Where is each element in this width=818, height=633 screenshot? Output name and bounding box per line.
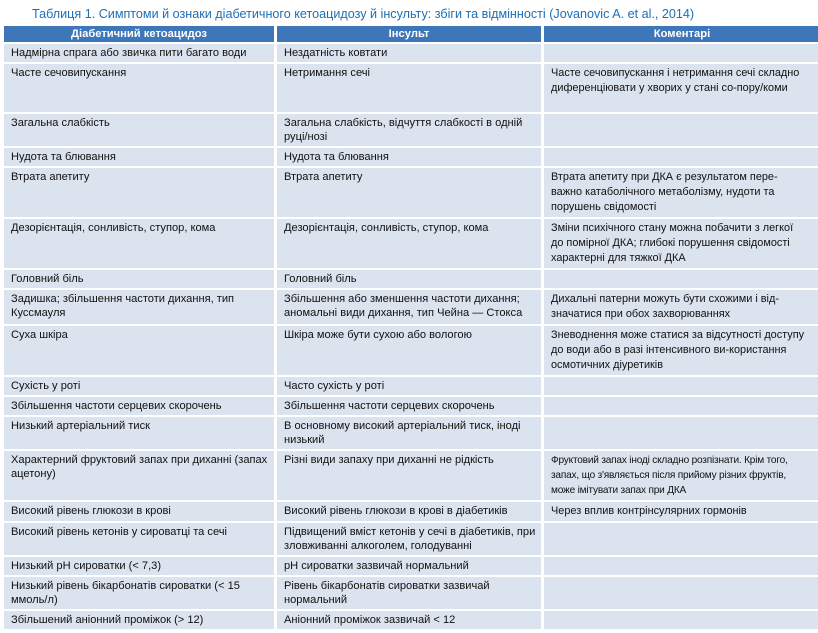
cell-dka: Низький рівень бікарбонатів сироватки (< 15 ммоль/л) bbox=[4, 577, 274, 609]
cell-dka: Високий рівень глюкози в крові bbox=[4, 502, 274, 521]
table-row bbox=[4, 64, 818, 112]
cell-dka: Низький артеріальний тиск bbox=[4, 417, 274, 449]
table-row bbox=[4, 577, 818, 609]
table-row bbox=[4, 270, 818, 288]
cell-dka: Високий рівень кетонів у сироватці та сечі bbox=[4, 523, 274, 555]
cell-comment: Фруктовий запах іноді складно розпізнати. Крім того, запах, що з'являється після прийому різних фруктів, може імітувати запах при ДКА bbox=[544, 451, 818, 500]
cell-comment: Часте сечовипускання і нетримання сечі складно диференціювати у хворих у стані со-пору/коми bbox=[544, 64, 818, 112]
cell-dka: Збільшення частоти серцевих скорочень bbox=[4, 397, 274, 415]
cell-stroke: Втрата апетиту bbox=[277, 168, 541, 217]
cell-comment: Зневоднення може статися за відсутності доступу до води або в разі інтенсивного ви-користання осмотичних діуретиків bbox=[544, 326, 818, 375]
cell-comment: Зміни психічного стану можна побачити з легкої до помірної ДКА; глибокі порушення свідомості характерні для тяжкої ДКА bbox=[544, 219, 818, 268]
cell-stroke: Збільшення частоти серцевих скорочень bbox=[277, 397, 541, 415]
cell-dka: Характерний фруктовий запах при диханні (запах ацетону) bbox=[4, 451, 274, 500]
cell-stroke: Нездатність ковтати bbox=[277, 44, 541, 62]
table-row bbox=[4, 219, 818, 268]
table-row bbox=[4, 44, 818, 62]
table-row bbox=[4, 397, 818, 415]
cell-stroke: Нетримання сечі bbox=[277, 64, 541, 112]
cell-stroke: Головний біль bbox=[277, 270, 541, 288]
table-row bbox=[4, 326, 818, 375]
cell-comment bbox=[544, 417, 818, 449]
table-row bbox=[4, 502, 818, 521]
cell-dka: Дезорієнтація, сонливість, ступор, кома bbox=[4, 219, 274, 268]
cell-stroke: Збільшення або зменшення частоти дихання; аномальні види дихання, тип Чейна — Стокса bbox=[277, 290, 541, 324]
cell-dka: Часте сечовипускання bbox=[4, 64, 274, 112]
cell-stroke: pH сироватки зазвичай нормальний bbox=[277, 557, 541, 575]
cell-dka: Суха шкіра bbox=[4, 326, 274, 375]
table-row bbox=[4, 451, 818, 500]
table-row bbox=[4, 523, 818, 555]
cell-comment: Втрата апетиту при ДКА є результатом пере-важно катаболічного метаболізму, нудоти та порушень свідомості bbox=[544, 168, 818, 217]
comparison-table bbox=[1, 24, 818, 631]
table-row bbox=[4, 148, 818, 166]
cell-stroke: Підвищений вміст кетонів у сечі в діабетиків, при зловживанні алкоголем, голодуванні bbox=[277, 523, 541, 555]
cell-stroke: Часто сухість у роті bbox=[277, 377, 541, 395]
table-row bbox=[4, 611, 818, 629]
cell-stroke: Аніонний проміжок зазвичай < 12 bbox=[277, 611, 541, 629]
cell-comment bbox=[544, 611, 818, 629]
cell-stroke: Шкіра може бути сухою або вологою bbox=[277, 326, 541, 375]
table-row bbox=[4, 168, 818, 217]
cell-dka: Загальна слабкість bbox=[4, 114, 274, 146]
cell-dka: Втрата апетиту bbox=[4, 168, 274, 217]
cell-comment bbox=[544, 397, 818, 415]
cell-comment bbox=[544, 270, 818, 288]
cell-stroke: Рівень бікарбонатів сироватки зазвичай нормальний bbox=[277, 577, 541, 609]
cell-stroke: Загальна слабкість, відчуття слабкості в одній руці/нозі bbox=[277, 114, 541, 146]
cell-dka: Надмірна спрага або звичка пити багато води bbox=[4, 44, 274, 62]
cell-comment bbox=[544, 577, 818, 609]
cell-comment bbox=[544, 377, 818, 395]
table-row bbox=[4, 290, 818, 324]
table-row bbox=[4, 557, 818, 575]
table-row bbox=[4, 377, 818, 395]
cell-stroke: Дезорієнтація, сонливість, ступор, кома bbox=[277, 219, 541, 268]
cell-stroke: Різні види запаху при диханні не рідкість bbox=[277, 451, 541, 500]
header-stroke: Інсульт bbox=[277, 26, 541, 42]
table-row bbox=[4, 114, 818, 146]
header-row bbox=[4, 26, 818, 42]
cell-comment: Через вплив контрінсулярних гормонів bbox=[544, 502, 818, 521]
table-title: Таблиця 1. Симптоми й ознаки діабетичного кетоацидозу й інсульту: збіги та відмінності (Jovanovic A. et al., 2014) bbox=[32, 7, 695, 21]
cell-stroke: Нудота та блювання bbox=[277, 148, 541, 166]
cell-comment bbox=[544, 557, 818, 575]
cell-comment bbox=[544, 523, 818, 555]
cell-stroke: В основному високий артеріальний тиск, іноді низький bbox=[277, 417, 541, 449]
cell-comment bbox=[544, 148, 818, 166]
header-dka: Діабетичний кетоацидоз bbox=[4, 26, 274, 42]
cell-dka: Нудота та блювання bbox=[4, 148, 274, 166]
cell-dka: Сухість у роті bbox=[4, 377, 274, 395]
table-row bbox=[4, 417, 818, 449]
cell-stroke: Високий рівень глюкози в крові в діабетиків bbox=[277, 502, 541, 521]
cell-dka: Збільшений аніонний проміжок (> 12) bbox=[4, 611, 274, 629]
cell-comment bbox=[544, 44, 818, 62]
cell-dka: Низький pH сироватки (< 7,3) bbox=[4, 557, 274, 575]
cell-comment bbox=[544, 114, 818, 146]
header-comment: Коментарі bbox=[544, 26, 818, 42]
cell-comment: Дихальні патерни можуть бути схожими і від-значатися при обох захворюваннях bbox=[544, 290, 818, 324]
cell-dka: Задишка; збільшення частоти дихання, тип Куссмауля bbox=[4, 290, 274, 324]
cell-dka: Головний біль bbox=[4, 270, 274, 288]
